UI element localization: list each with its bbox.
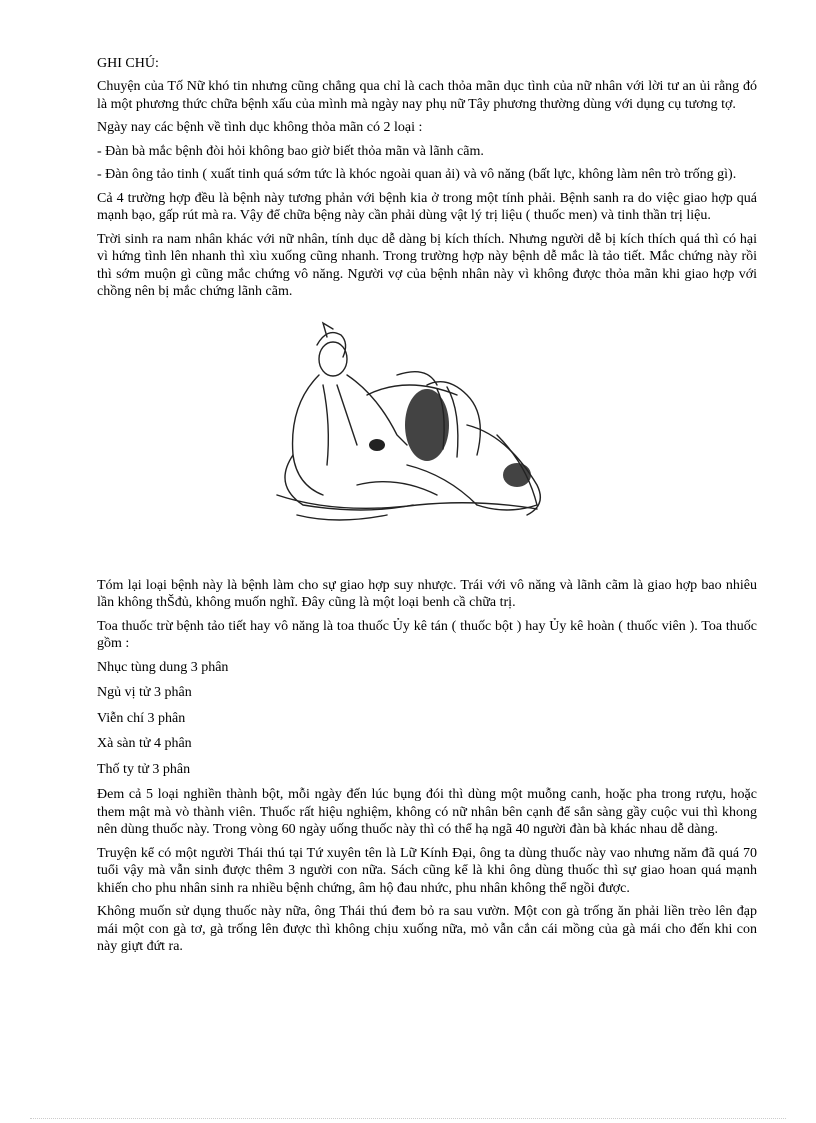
paragraph: Ngày nay các bệnh về tình dục không thỏa mãn có 2 loại : bbox=[97, 120, 423, 135]
paragraph: Toa thuốc trừ bệnh tảo tiết hay vô năng là toa thuốc Ủy kê tán ( thuốc bột ) hay Ủy kê hoàn ( thuốc viên ). Toa thuốc gồm : bbox=[97, 618, 757, 651]
paragraph: Truyện kể có một người Thái thú tại Tứ xuyên tên là Lữ Kính Đại, ông ta dùng thuốc này vao nhưng năm đã quá 70 tuổi vậy mà vẫn sinh được thêm 3 người con nữa. Sách cũng kể là khi ông dùng thuốc thì sự giao hoan quá mạnh khiến cho phu nhân sinh ra nhiều bệnh chứng, âm hộ đau nhức, phu nhân không thể ngồi được. bbox=[97, 845, 757, 896]
paragraph: Chuyện của Tố Nữ khó tin nhưng cũng chẳng qua chỉ là cach thỏa mãn dục tình của nữ nhân với lời tư an ủi rằng đó là một phương thức chữa bệnh xấu của mình mà ngày nay phụ nữ Tây phương thường dùng với dụng cụ tương tợ. bbox=[97, 79, 757, 112]
woodblock-illustration bbox=[257, 315, 557, 545]
ingredient-list bbox=[97, 659, 757, 779]
list-item: Viễn chí 3 phân bbox=[97, 710, 186, 726]
page-bottom-divider bbox=[30, 1118, 786, 1119]
paragraph: Tóm lại loại bệnh này là bệnh làm cho sự giao hợp suy nhược. Trái với vô năng và lãnh cãm là giao hợp bao nhiêu lần không thŠđủ, không muốn nghĩ. Đây cũng là một loại benh cầ chữa trị. bbox=[97, 577, 757, 610]
list-item: Nhục tùng dung 3 phân bbox=[97, 659, 229, 675]
document-page bbox=[97, 54, 757, 962]
paragraph: - Đàn ông tảo tinh ( xuất tinh quá sớm tức là khóc ngoài quan ải) và vô năng (bất lực, không làm nên trò trống gì). bbox=[97, 167, 737, 182]
paragraph: Trời sinh ra nam nhân khác với nữ nhân, tính dục dễ dàng bị kích thích. Nhưng người dễ bị kích thích quá thì có hại vì hứng tình lên nhanh thì xìu xuống cũng nhanh. Trong trường hợp này bệnh dễ mắc là tảo tiết. Mắc chứng này rồi thì sớm muộn gì cũng mắc chứng vô năng. Người vợ của bệnh nhân này vì không được thỏa mãn khi giao hợp với chồng nên bị mắc chứng lãnh cãm. bbox=[97, 231, 757, 299]
paragraph: Không muốn sử dụng thuốc này nữa, ông Thái thú đem bỏ ra sau vườn. Một con gà trống ăn phải liền trèo lên đạp mái một con gà tơ, gà trống lên được thì không chịu xuống nữa, mỏ vẫn cắn cái mồng của gà mái cho đến khi con này giựt đứt ra. bbox=[97, 904, 757, 954]
paragraph: Đem cả 5 loại nghiền thành bột, mỗi ngày đến lúc bụng đói thì dùng một muỗng canh, hoặc pha trong rượu, hoặc them mật mà vò thành viên. Thuốc rất hiệu nghiệm, không có nữ nhân bên cạnh để sẳn sàng gầy cuộc vui thì khong nên dùng thuốc này. Trong vòng 60 ngày uống thuốc này thì có thể hạ ngã 40 người đàn bà khác nhau dễ dàng. bbox=[97, 787, 757, 837]
paragraph: - Đàn bà mắc bệnh đòi hỏi không bao giờ biết thỏa mãn và lãnh cãm. bbox=[97, 143, 484, 159]
paragraph: Cả 4 trường hợp đều là bệnh này tương phản với bệnh kia ở trong một tính phải. Bệnh sanh ra do việc giao hợp quá mạnh bạo, gấp rút mà ra. Vậy để chữa bệng này cần phải dùng vật lý trị liệu ( thuốc men) và tinh thần trị liệu. bbox=[97, 190, 757, 223]
list-item: Xà sàn tử 4 phân bbox=[97, 736, 192, 751]
illustration bbox=[97, 315, 757, 555]
list-item: Thố ty tử 3 phân bbox=[97, 761, 191, 777]
list-item: Ngủ vị tử 3 phân bbox=[97, 685, 192, 700]
section-title: GHI CHÚ: bbox=[97, 56, 159, 71]
